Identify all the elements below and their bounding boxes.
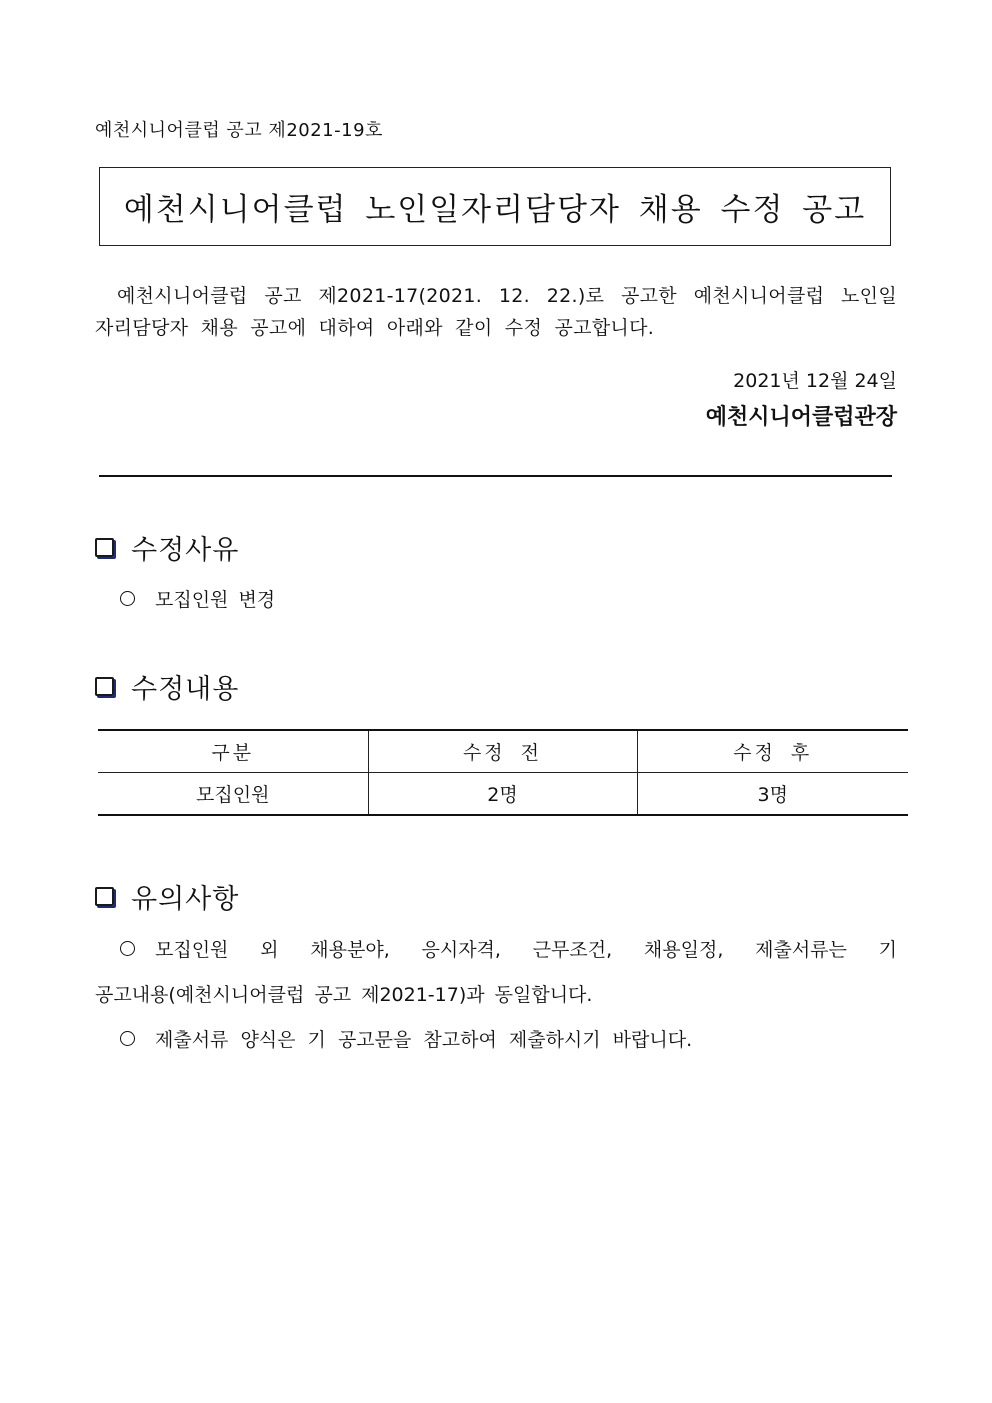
section-heading-notes: [95, 877, 239, 916]
checkbox-icon: [95, 677, 114, 696]
issuer-name: 예천시니어클럽관장: [705, 405, 897, 430]
header-divider: [99, 475, 892, 477]
section-title: 유의사항: [131, 884, 240, 915]
intro-paragraph-line-2: 자리담당자 채용 공고에 대하여 아래와 같이 수정 공고합니다.: [95, 317, 655, 339]
section-title: 수정내용: [131, 674, 240, 705]
circle-bullet-icon: [120, 941, 135, 956]
table-cell-category: 모집인원: [196, 784, 270, 806]
table-cell-after: 3명: [637, 773, 908, 816]
reason-item: [120, 585, 275, 612]
table-header-category: 구분: [211, 742, 255, 764]
table-row: [98, 773, 908, 816]
checkbox-icon: [95, 887, 114, 906]
section-title: 수정사유: [131, 535, 240, 566]
document-number: 예천시니어클럽 공고 제2021-19호: [95, 120, 383, 141]
note-item-1: [120, 935, 897, 962]
circle-bullet-icon: [120, 1031, 135, 1046]
table-header-after: 수정 후: [637, 730, 908, 773]
changes-table: [98, 729, 908, 816]
section-heading-reason: [95, 528, 239, 567]
note-item-2: [120, 1025, 692, 1052]
section-heading-changes: [95, 667, 239, 706]
table-header-row: [98, 730, 908, 773]
intro-paragraph-line-1: 예천시니어클럽 공고 제2021-17(2021. 12. 22.)로 공고한 예천시니어클럽 노인일: [117, 285, 897, 307]
table-header-before: 수정 전: [368, 730, 637, 773]
note-item-2-text: 제출서류 양식은 기 공고문을 참고하여 제출하시기 바랍니다.: [155, 1029, 693, 1051]
page-title: 예천시니어클럽 노인일자리담당자 채용 수정 공고: [123, 192, 867, 228]
note-item-1-line-1: 모집인원 외 채용분야, 응시자격, 근무조건, 채용일정, 제출서류는 기: [155, 939, 897, 961]
reason-item-text: 모집인원 변경: [155, 589, 276, 611]
title-box: [99, 167, 891, 246]
table-cell-before: 2명: [368, 773, 637, 816]
checkbox-icon: [95, 538, 114, 557]
issue-date: 2021년 12월 24일: [733, 370, 897, 392]
circle-bullet-icon: [120, 591, 135, 606]
note-item-1-line-2: 공고내용(예천시니어클럽 공고 제2021-17)과 동일합니다.: [95, 984, 593, 1006]
